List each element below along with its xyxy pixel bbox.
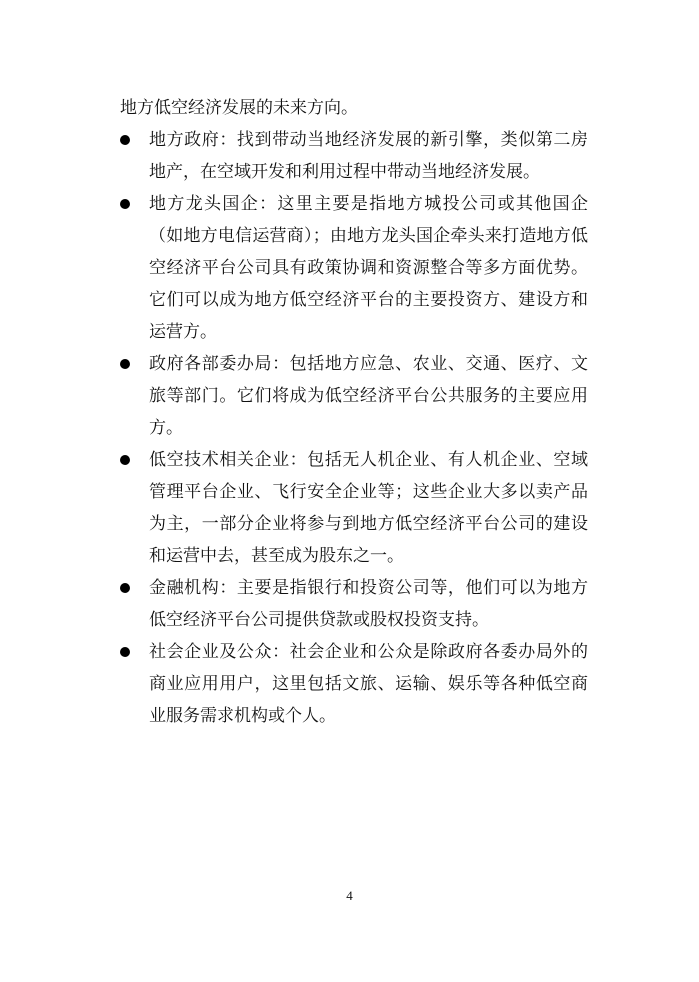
bullet-icon	[120, 455, 130, 465]
bullet-item-government-departments	[118, 348, 588, 444]
bullet-item-local-soe	[118, 188, 588, 348]
bullet-icon	[120, 647, 130, 657]
bullet-list	[118, 124, 588, 732]
bullet-text: 地方政府：找到带动当地经济发展的新引擎，类似第二房地产，在空域开发和利用过程中带动当地经济发展。	[149, 130, 588, 182]
page-number: 4	[346, 888, 353, 903]
intro-text: 地方低空经济发展的未来方向。	[120, 98, 358, 118]
bullet-icon	[120, 359, 130, 369]
bullet-text: 地方龙头国企：这里主要是指地方城投公司或其他国企（如地方电信运营商）；由地方龙头国企牵头来打造地方低空经济平台公司具有政策协调和资源整合等多方面优势。它们可以成为地方低空经济平台的主要投资方、建设方和运营方。	[149, 194, 588, 342]
bullet-item-financial-institutions	[118, 572, 588, 636]
bullet-text: 政府各部委办局：包括地方应急、农业、交通、医疗、文旅等部门。它们将成为低空经济平台公共服务的主要应用方。	[149, 354, 588, 438]
bullet-icon	[120, 199, 130, 209]
bullet-text: 金融机构：主要是指银行和投资公司等，他们可以为地方低空经济平台公司提供贷款或股权投资支持。	[149, 578, 588, 630]
bullet-text: 低空技术相关企业：包括无人机企业、有人机企业、空域管理平台企业、飞行安全企业等；这些企业大多以卖产品为主，一部分企业将参与到地方低空经济平台公司的建设和运营中去，甚至成为股东之一。	[149, 450, 588, 566]
bullet-item-social-enterprises-public	[118, 636, 588, 732]
bullet-icon	[120, 135, 130, 145]
bullet-text: 社会企业及公众：社会企业和公众是除政府各委办局外的商业应用用户，这里包括文旅、运输、娱乐等各种低空商业服务需求机构或个人。	[149, 642, 588, 726]
bullet-item-low-altitude-tech-companies	[118, 444, 588, 572]
bullet-item-local-government	[118, 124, 588, 188]
bullet-icon	[120, 583, 130, 593]
